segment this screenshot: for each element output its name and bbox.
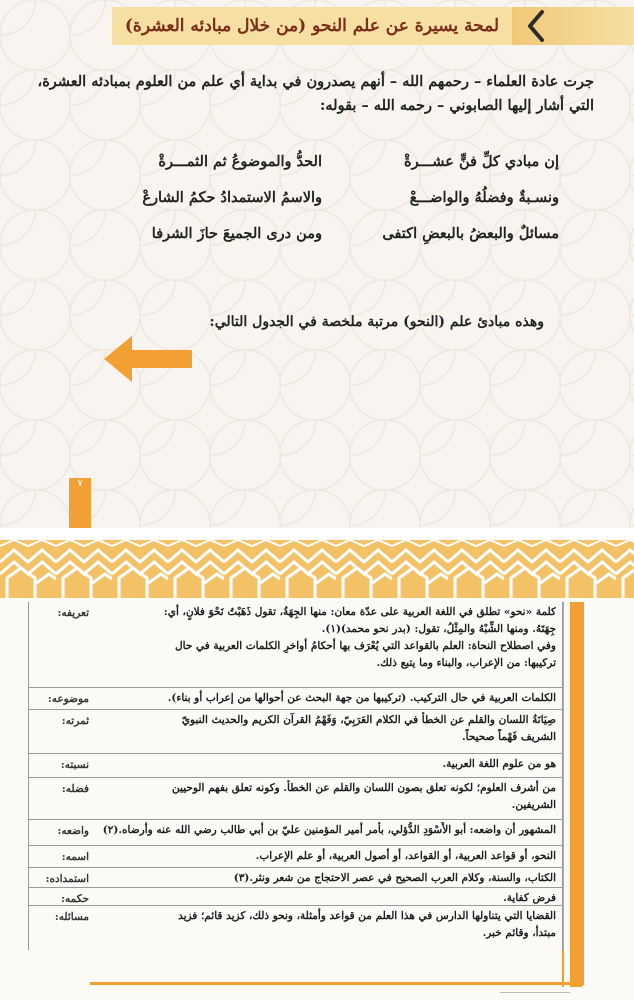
page-title: لمحة يسيرة عن علم النحو (من خلال مبادئه العشرة): [124, 16, 500, 36]
row-label: تعريفه:: [57, 607, 89, 619]
row-line: تركيبها: من الإعراب، والبناء وما يتبع ذلك.: [376, 657, 556, 669]
table-intro: وهذه مبادئ علم (النحو) مرتبة ملخصة في الجدول التالي:: [209, 314, 544, 330]
row-content: [93, 820, 563, 845]
chevron-left-icon[interactable]: [520, 6, 550, 46]
geometric-pattern-band: [0, 540, 634, 598]
intro-line: جرت عادة العلماء – رحمهم الله – أنهم يصدرون في بداية أي علم من العلوم بمبادئه العشرة،: [37, 73, 594, 90]
row-line: جِهَتَهُ. ومنها الشِّبْهُ والمِثْلُ، تقول: (بدر نحو محمد)(١).: [321, 623, 556, 635]
table-row: [29, 754, 563, 778]
row-content: [93, 888, 563, 905]
row-label: ثمرته:: [61, 715, 89, 727]
table-row: [29, 906, 563, 950]
row-content: [93, 688, 563, 709]
table-row: [29, 868, 563, 888]
arrow-left-icon[interactable]: [102, 334, 194, 384]
frame-bar: [570, 602, 584, 987]
frame-bottom-line: [90, 982, 584, 985]
page-divider: [0, 528, 634, 540]
row-line: مبتدأ، وقائم خبر.: [482, 927, 556, 939]
title-banner: [112, 7, 512, 45]
row-line: الكلمات العربية في حال التركيب. (تركيبها من جهة البحث عن أحوالها من إعراب أو بناء).: [167, 692, 556, 704]
table-row: [29, 778, 563, 820]
row-label: حكمه:: [61, 893, 89, 905]
row-label: فضله:: [61, 783, 89, 795]
verse-right: مسائلٌ والبعضُ بالبعضِ اكتفى: [382, 225, 559, 242]
verse-right: ونسـبةٌ وفضلُهُ والواضـــعْ: [409, 189, 559, 206]
row-label: موضوعه:: [47, 693, 89, 705]
row-line: هو من علوم اللغة العربية.: [442, 758, 556, 770]
verse-left: والاسمُ الاستمدادُ حكمُ الشارعْ: [142, 189, 322, 206]
table-row: [29, 710, 563, 754]
table-row: [29, 820, 563, 846]
row-label: اسمه:: [61, 851, 89, 863]
row-label: واضعه:: [57, 825, 89, 837]
row-content: [93, 602, 563, 687]
row-line: من أشرف العلوم؛ لكونه تعلق بصون اللسان والقلم عن الخطأ. وكونه تعلق بفهم الوحيين: [172, 782, 556, 794]
row-line: المشهور أن واضعه: أبو الأَسْوَدِ الدُّؤلي، بأمر أمير المؤمنين عليّ بن أبي طالب رضي الله عنه وأرضاه.(٢): [102, 824, 556, 836]
verse-left: الحدُّ والموضوعُ ثم الثمـــرةْ: [158, 153, 322, 170]
row-label: استمداده:: [45, 873, 89, 885]
row-line: فرض كفاية.: [503, 892, 556, 904]
row-line: الشريف فَهْماً صحيحاً.: [461, 731, 556, 743]
principles-table: [28, 602, 563, 950]
row-line: الكتاب، والسنة، وكلام العرب الصحيح في عصر الاحتجاج من شعر ونثر.(٣): [233, 872, 556, 884]
row-label: نسبته:: [60, 759, 89, 771]
page-two: [0, 540, 634, 1000]
row-content: [93, 778, 563, 819]
table-row: [29, 602, 563, 688]
verse-right: إن مبادي كلِّ فنٍّ عشـــرةْ: [403, 153, 559, 170]
row-label: مسائله:: [54, 911, 89, 923]
table-row: [29, 688, 563, 710]
row-content: [93, 868, 563, 887]
row-line: كلمة «نحو» تطلق في اللغة العربية على عدّة معان: منها الجِهَةُ، تقول ذَهَبْتُ نَحْوَ فلانٍ، أي:: [163, 606, 556, 618]
row-line: القضايا التي يتناولها الدارس في هذا العلم من قواعد وأمثلة، ونحو ذلك، كزيد قائم؛ فزيد: [178, 910, 556, 922]
footnote-separator: [500, 992, 570, 993]
row-content: [93, 906, 563, 950]
row-content: [93, 846, 563, 867]
row-line: النحو، أو قواعد العربية، أو القواعد، أو أصول العربية، أو علم الإعراب.: [255, 850, 556, 862]
intro-line: التي أشار إليها الصابوني – رحمه الله – بقوله:: [320, 97, 594, 114]
row-line: الشريفين.: [511, 799, 556, 811]
table-row: [29, 846, 563, 868]
table-frame: [14, 602, 620, 1000]
verse-left: ومن درى الجميعَ حازَ الشرفا: [151, 225, 322, 242]
row-line: صِيَانَةُ اللسان والقلم عن الخطأ في الكلام العَرَبِيّ، وَفَهْمُ القرآن الكريم والحديث النبويّ: [181, 714, 556, 726]
table-row: [29, 888, 563, 906]
row-content: [93, 710, 563, 753]
page-number: ٧: [77, 478, 83, 489]
row-content: [93, 754, 563, 777]
row-line: وفي اصطلاح النحاة: العلم بالقواعد التي يُعْرَف بها أحكامُ أواخرِ الكلمات العربية في حال: [175, 640, 556, 652]
